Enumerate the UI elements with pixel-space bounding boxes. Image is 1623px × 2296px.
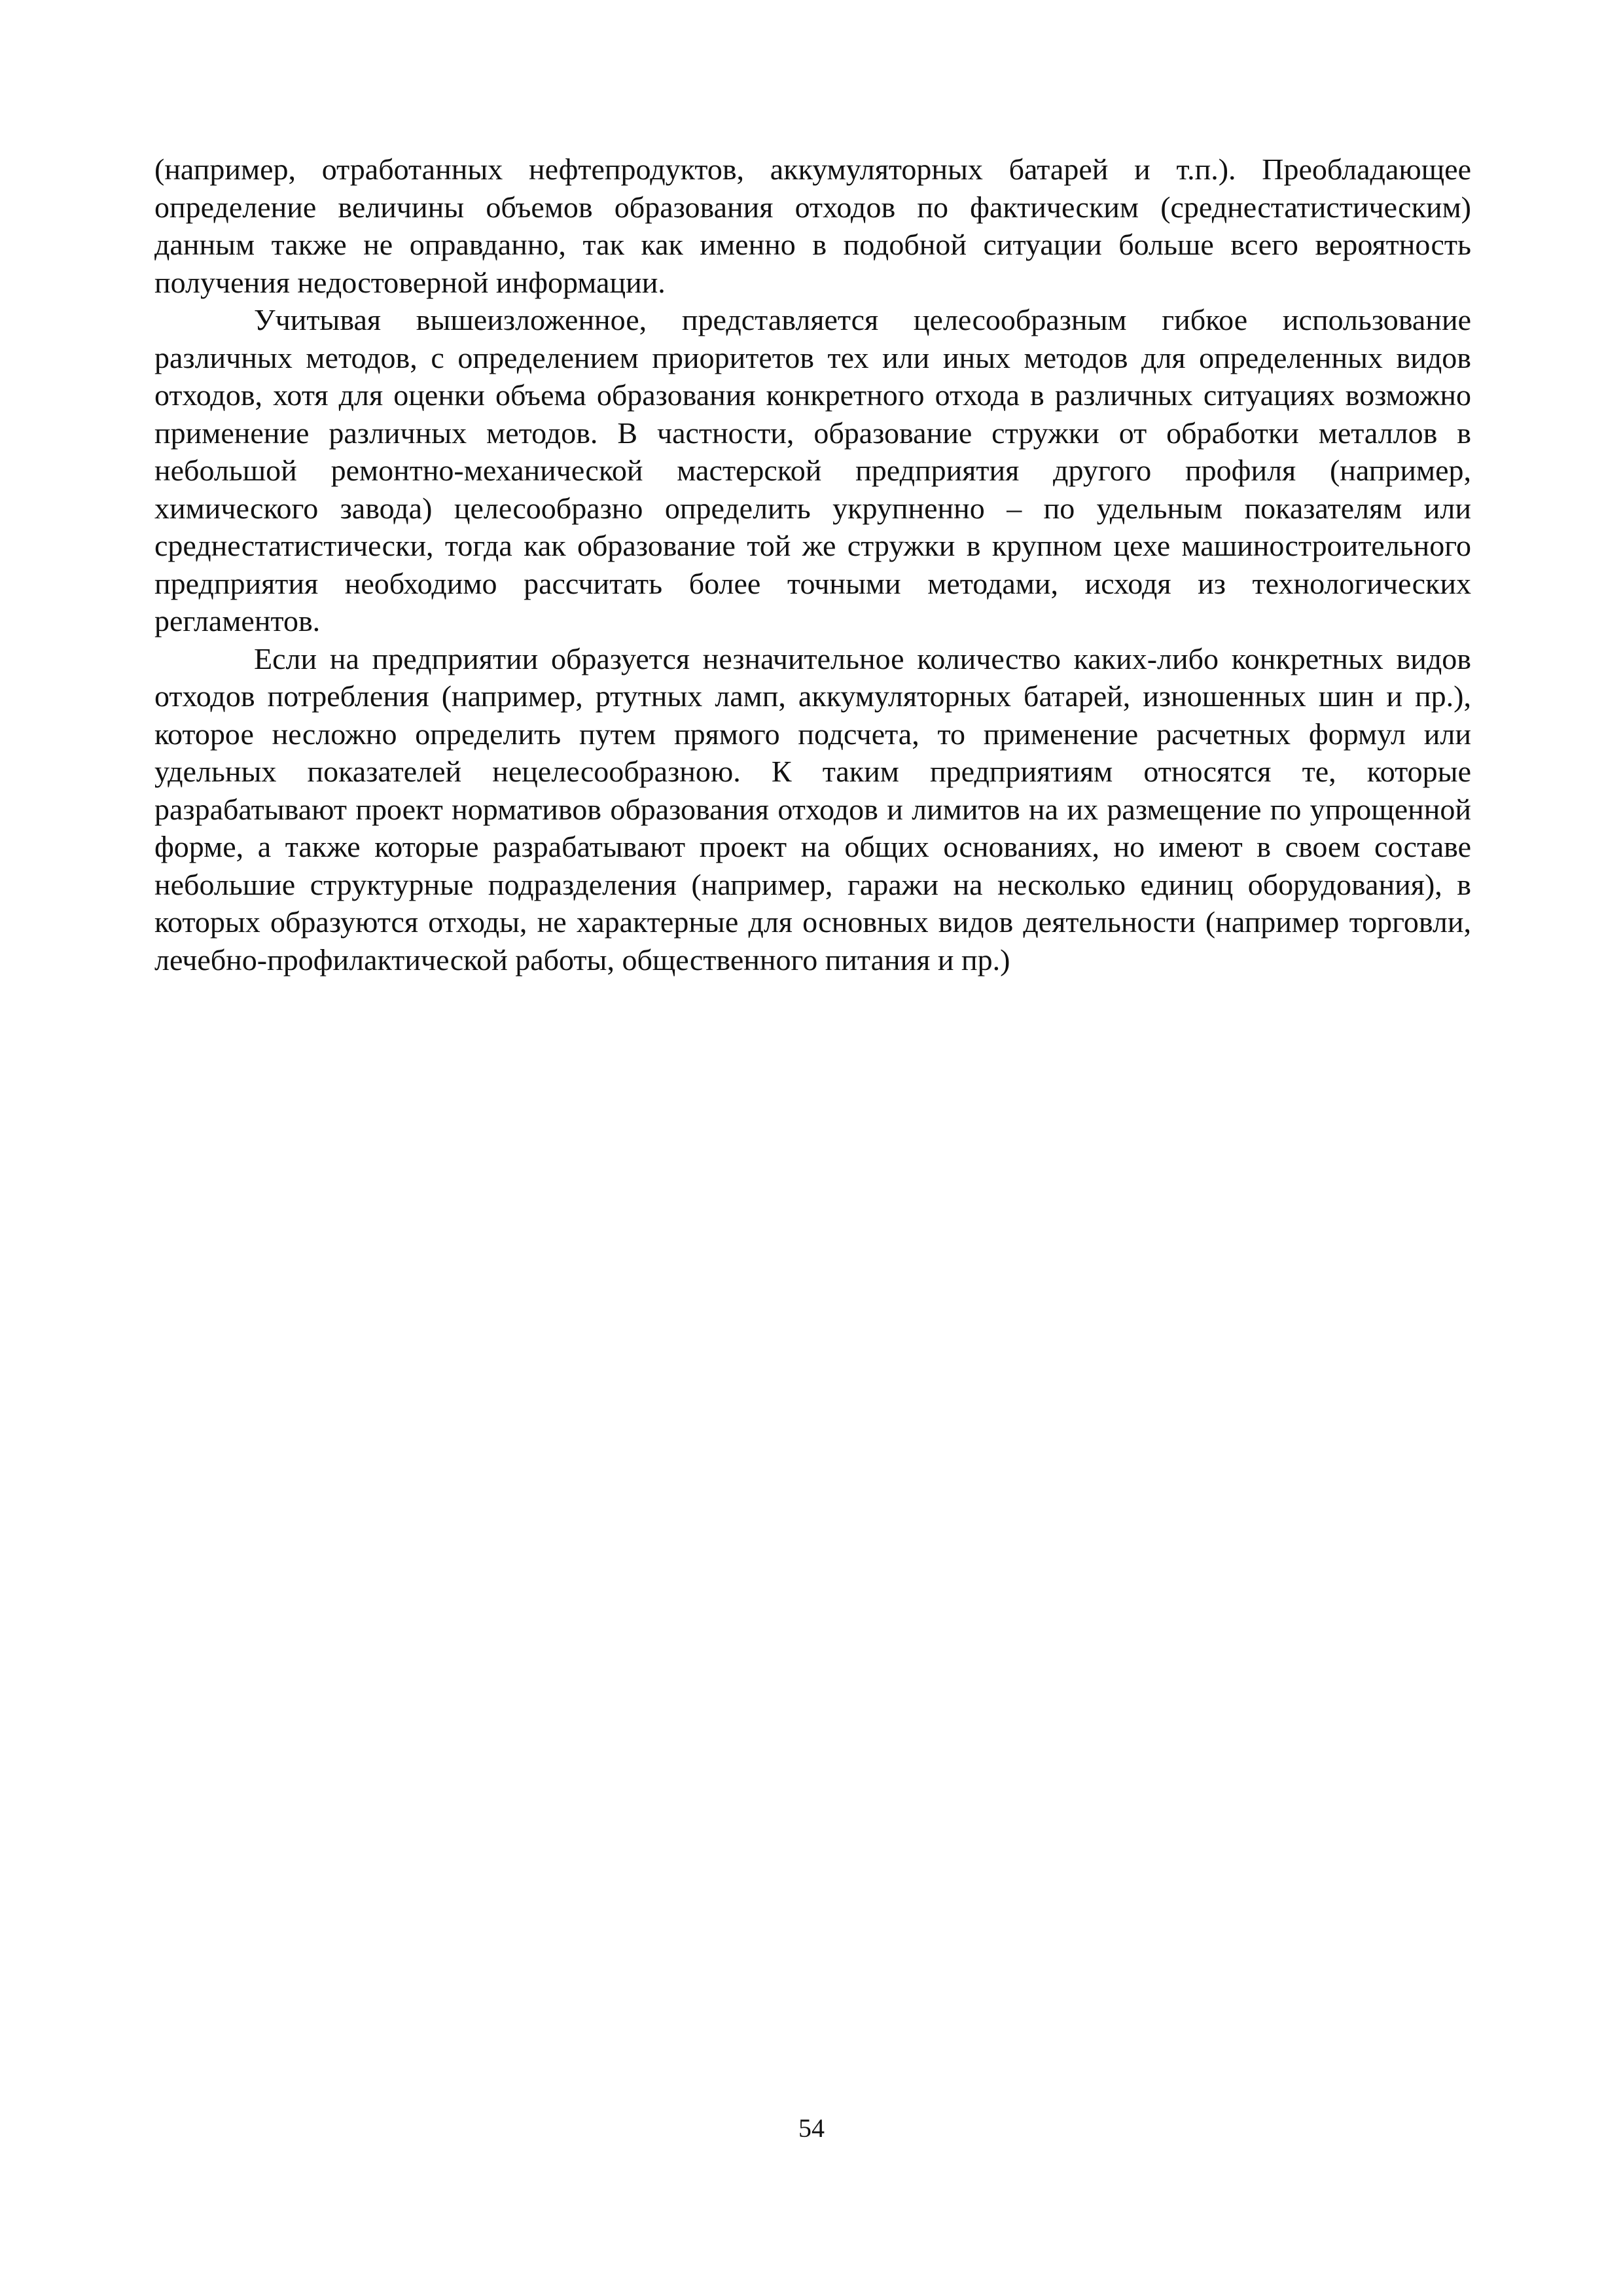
body-text [154,151,1471,978]
paragraph-methods: Учитывая вышеизложенное, представляется целесообразным гибкое использование различных методов, с определением приоритетов тех или иных методов для определенных видов отходов, хотя для оценки объема образования конкретного отхода в различных ситуациях возможно применение различных методов. В частности, образование стружки от обработки металлов в небольшой ремонтно-механической мастерской предприятия другого профиля (например, химического завода) целесообразно определить укрупненно – по удельным показателям или среднестатистически, тогда как образование той же стружки в крупном цехе машиностроительного предприятия необходимо рассчитать более точными методами, исходя из технологических регламентов. [154,303,1471,637]
paragraph-consumption-waste: Если на предприятии образуется незначительное количество каких-либо конкретных видов отходов потребления (например, ртутных ламп, аккумуляторных батарей, изношенных шин и пр.), которое несложно определить путем прямого подсчета, то применение расчетных формул или удельных показателей нецелесообразною. К таким предприятиям относятся те, которые разрабатывают проект нормативов образования отходов и лимитов на их размещение по упрощенной форме, а также которые разрабатывают проект на общих основаниях, но имеют в своем составе небольшие структурные подразделения (например, гаражи на несколько единиц оборудования), в которых образуются отходы, не характерные для основных видов деятельности (например торговли, лечебно-профилактической работы, общественного питания и пр.) [154,641,1471,977]
paragraph-continuation: (например, отработанных нефтепродуктов, аккумуляторных батарей и т.п.). Преобладающее определение величины объемов образования отходов по фактическим (среднестатистическим) данным также не оправданно, так как именно в подобной ситуации больше всего вероятность получения недостоверной информации. [154,152,1471,299]
page-number: 54 [798,2113,825,2143]
